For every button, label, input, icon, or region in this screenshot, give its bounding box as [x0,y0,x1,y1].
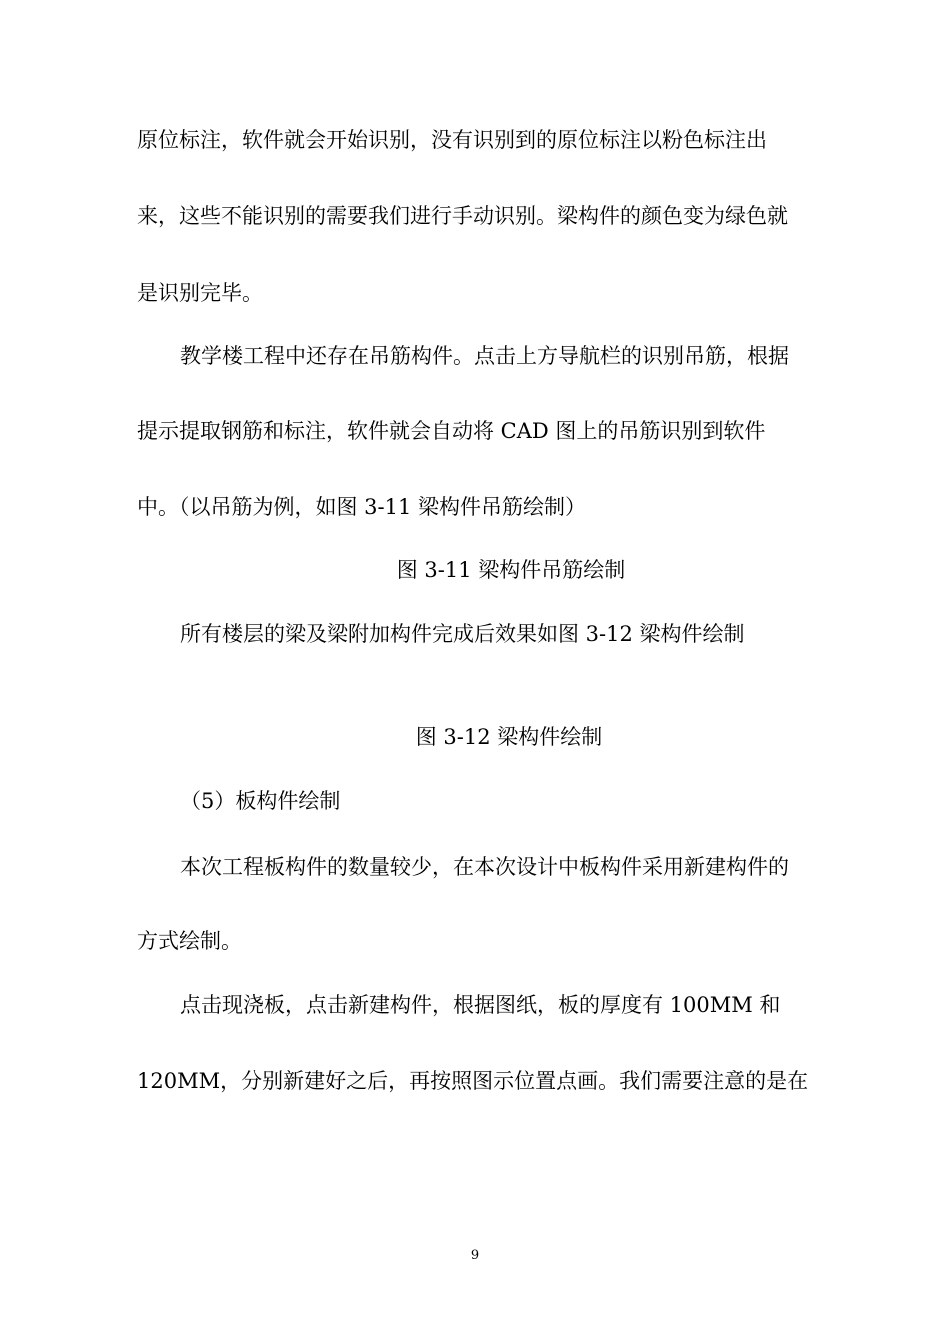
paragraph-line: 点击现浇板，点击新建构件，根据图纸，板的厚度有 100MM 和 [180,993,781,1017]
section-heading: （5）板构件绘制 [180,789,341,813]
paragraph-line: 所有楼层的梁及梁附加构件完成后效果如图 3-12 梁构件绘制 [180,622,745,646]
paragraph-line: 中。（以吊筋为例，如图 3-11 梁构件吊筋绘制） [137,495,587,519]
paragraph-line: 提示提取钢筋和标注，软件就会自动将 CAD 图上的吊筋识别到软件 [137,419,766,443]
paragraph-line: 是识别完毕。 [137,281,263,305]
paragraph-line: 教学楼工程中还存在吊筋构件。点击上方导航栏的识别吊筋，根据 [180,344,789,368]
paragraph-line: 120MM，分别新建好之后，再按照图示位置点画。我们需要注意的是在 [137,1069,809,1093]
paragraph-line: 本次工程板构件的数量较少，在本次设计中板构件采用新建构件的 [180,855,789,879]
page-number: 9 [470,1248,480,1263]
paragraph-line: 方式绘制。 [137,929,242,953]
paragraph-line: 原位标注，软件就会开始识别，没有识别到的原位标注以粉色标注出 [137,128,767,152]
figure-caption: 图 3-11 梁构件吊筋绘制 [396,558,626,582]
paragraph-line: 来，这些不能识别的需要我们进行手动识别。梁构件的颜色变为绿色就 [137,204,788,228]
figure-caption: 图 3-12 梁构件绘制 [415,725,603,749]
